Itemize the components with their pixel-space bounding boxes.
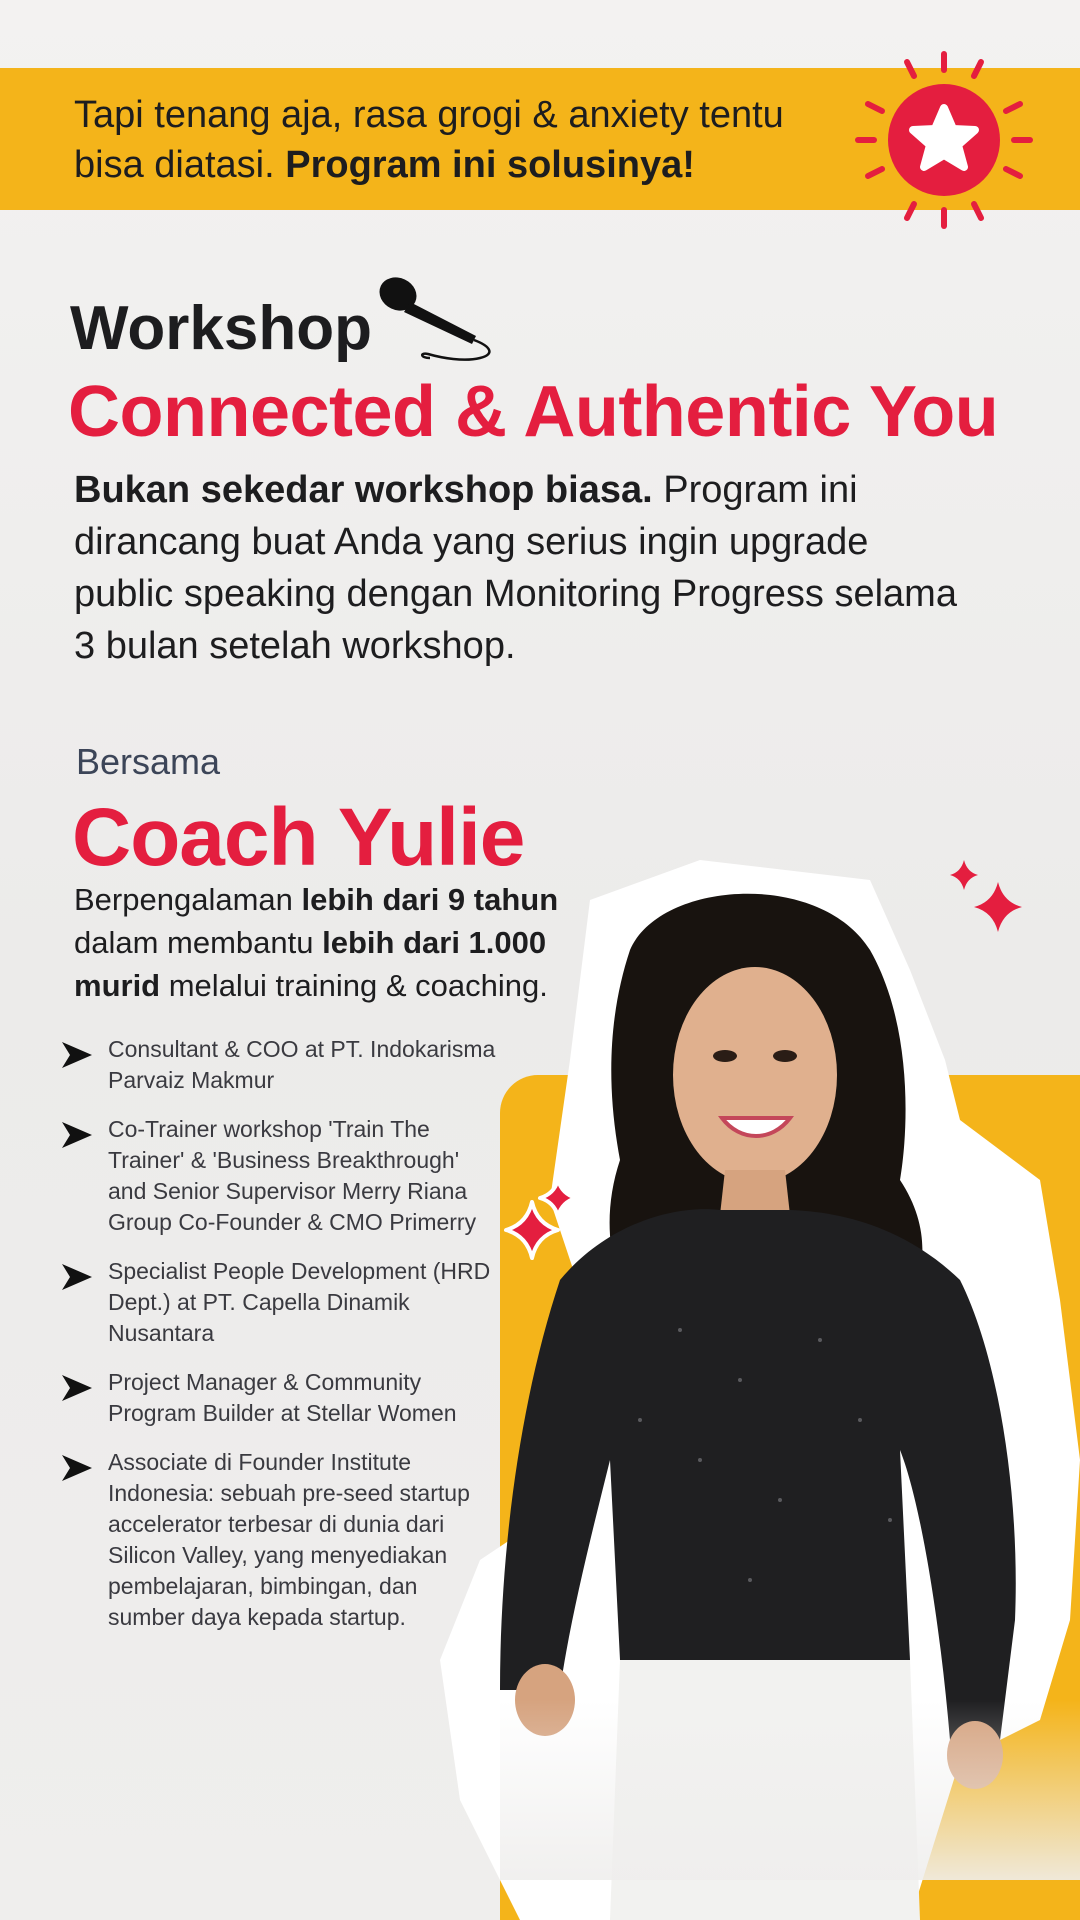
workshop-title: Connected & Authentic You: [68, 372, 999, 452]
credential-text: Associate di Founder Institute Indonesia: sebuah pre-seed startup accelerator terbesar di dunia dari Silicon Valley, yang menyediakan pembelajaran, bimbingan, dan sumber daya kepada startup.: [108, 1449, 470, 1630]
arrow-bullet-icon: [60, 1371, 94, 1405]
photo-fade-overlay: [500, 1700, 1080, 1880]
exp-bold-years: lebih dari 9 tahun: [301, 882, 559, 917]
intro-text: Program ini dirancang buat Anda yang serius ingin upgrade public speaking dengan Monitoring Progress selama 3 bulan setelah workshop.: [74, 469, 957, 667]
intro-bold: Bukan sekedar workshop biasa.: [74, 469, 653, 511]
credential-item: [60, 1367, 500, 1429]
coach-name: Coach Yulie: [72, 792, 525, 883]
credentials-list: [60, 1034, 500, 1651]
credential-item: [60, 1447, 500, 1633]
credential-text: Co-Trainer workshop 'Train The Trainer' & 'Business Breakthrough' and Senior Supervisor Merry Riana Group Co-Founder & CMO Primerry: [108, 1116, 477, 1235]
banner-text: [74, 90, 854, 190]
banner-line-1: Tapi tenang aja, rasa grogi & anxiety tentu: [74, 94, 784, 136]
credential-item: [60, 1114, 500, 1238]
star-sun-icon: [854, 50, 1034, 230]
banner-line-2: bisa diatasi.: [74, 144, 286, 186]
exp-bold-students: lebih dari 1.000 murid: [74, 925, 547, 1003]
workshop-label: Workshop: [70, 294, 372, 363]
arrow-bullet-icon: [60, 1260, 94, 1294]
credential-text: Project Manager & Community Program Builder at Stellar Women: [108, 1369, 457, 1426]
intro-paragraph: [74, 464, 974, 672]
credential-item: [60, 1034, 500, 1096]
banner-highlight: Program ini solusinya!: [285, 144, 695, 186]
arrow-bullet-icon: [60, 1038, 94, 1072]
exp-text-1: Berpengalaman: [74, 882, 302, 917]
microphone-icon: [372, 272, 502, 362]
arrow-bullet-icon: [60, 1118, 94, 1152]
arrow-bullet-icon: [60, 1451, 94, 1485]
sparkle-icon: [948, 858, 1028, 942]
with-label: Bersama: [76, 741, 221, 782]
exp-text-3: melalui training & coaching.: [160, 968, 548, 1003]
credential-text: Consultant & COO at PT. Indokarisma Parvaiz Makmur: [108, 1036, 496, 1093]
credential-text: Specialist People Development (HRD Dept.) at PT. Capella Dinamik Nusantara: [108, 1258, 491, 1346]
sparkle-icon: [502, 1178, 586, 1266]
exp-text-2: dalam membantu: [74, 925, 323, 960]
credential-item: [60, 1256, 500, 1349]
